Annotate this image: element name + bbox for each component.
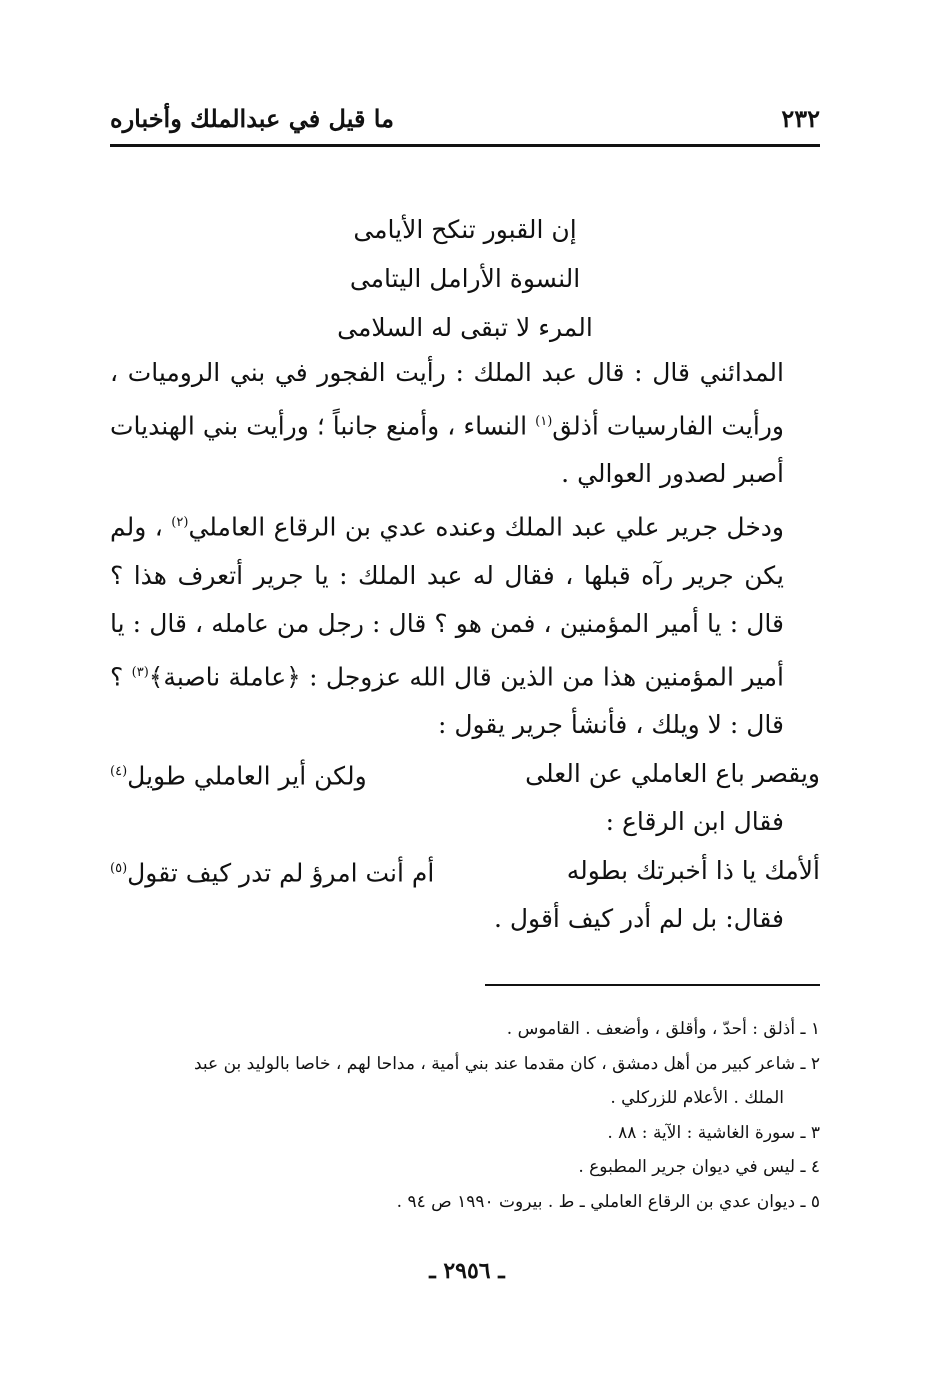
header-rule <box>110 144 820 147</box>
verse-line-3: المرء لا تبقى له السلامى <box>337 313 593 342</box>
paragraph-final: فقال: بل لم أدر كيف أقول . <box>493 904 784 934</box>
footnote-ref-2: (٢) <box>171 514 189 530</box>
running-header <box>110 96 820 140</box>
para2-line5: فأنشأ جرير يقول : <box>437 710 628 740</box>
para1-line1: المدائني قال : قال عبد الملك : رأيت الفجور في بني الروميات ، <box>110 358 784 387</box>
poem1-first-hemistich: ويقصر باع العاملي عن العلى <box>525 758 820 788</box>
footnote-1: ١ ـ أذلق : أحدّ ، وأقلق ، وأضعف . القاموس . <box>506 1019 820 1039</box>
footnote-ref-4: (٤) <box>110 763 128 779</box>
para2-line1b: ، ولم <box>110 512 172 542</box>
footnote-separator <box>485 984 820 986</box>
footnote-5: ٥ ـ ديوان عدي بن الرقاع العاملي ـ ط . بيروت ١٩٩٠ ص ٩٤ . <box>396 1191 820 1212</box>
footnote-2: ٢ ـ شاعر كبير من أهل دمشق ، كان مقدما عند بني أمية ، مداحا لهم ، خاصا بالوليد بن عبد <box>194 1053 820 1074</box>
paragraph-ibn-riqa: فقال ابن الرقاع : <box>605 807 784 837</box>
page-number: ـ ٢٩٥٦ ـ <box>429 1258 505 1284</box>
footnotes <box>110 1012 820 1219</box>
footnote-ref-5: (٥) <box>110 860 128 876</box>
paragraph-madaini <box>110 349 820 499</box>
poem1-second-hemistich-wrap <box>110 748 367 801</box>
footnote-3: ٣ ـ سورة الغاشية : الآية : ٨٨ . <box>607 1122 820 1143</box>
main-text <box>110 349 820 944</box>
poem-verse-1 <box>110 750 820 799</box>
para2-line2: يكن جرير رآه قبلها ، فقال له عبد الملك : يا جرير أتعرف هذا ؟ قال : <box>110 560 784 639</box>
para1-line2a: ورأيت الفارسيات أذلق <box>552 410 784 440</box>
footnote-4: ٤ ـ ليس في ديوان جرير المطبوع . <box>578 1157 820 1177</box>
verse-block <box>110 205 820 352</box>
para2-line1a: ودخل جرير علي عبد الملك وعنده عدي بن الرقاع العاملي <box>188 512 784 542</box>
para2-line4a: هذا من الذين قال الله عزوجل : ﴿عاملة ناصبة﴾ <box>148 661 637 691</box>
header-page-number: ٢٣٢ <box>781 103 820 133</box>
verse-line-2: النسوة الأرامل اليتامى <box>349 264 581 293</box>
para2-line3: يا أمير المؤمنين ، فمن هو ؟ قال : رجل من عامله ، قال : يا أمير المؤمنين <box>110 609 784 691</box>
para2-line4b: ؟ قال : لا ويلك ، <box>110 661 784 740</box>
header-title: ما قيل في عبدالملك وأخباره <box>110 103 394 133</box>
para1-line2b: النساء ، وأمنع جانباً ؛ ورأيت بني الهنديات أصبر <box>110 410 784 489</box>
poem1-second-hemistich: ولكن أير العاملي طويل <box>127 761 367 791</box>
footnote-2-continued: الملك . الأعلام للزركلي . <box>610 1088 784 1108</box>
poem2-first-hemistich: ألأمك يا ذا أخبرتك بطوله <box>566 855 820 885</box>
para1-line3: لصدور العوالي . <box>561 459 727 489</box>
poem2-second-hemistich: أم أنت امرؤ لم تدر كيف تقول <box>127 858 435 888</box>
footnote-ref-1: (١) <box>535 413 553 429</box>
footnote-ref-3: (٣) <box>131 664 149 680</box>
poem-verse-2 <box>110 847 820 896</box>
verse-line-1: إن القبور تنكح الأيامى <box>353 215 577 244</box>
paragraph-jarir <box>110 499 820 750</box>
poem2-second-hemistich-wrap <box>110 845 434 898</box>
